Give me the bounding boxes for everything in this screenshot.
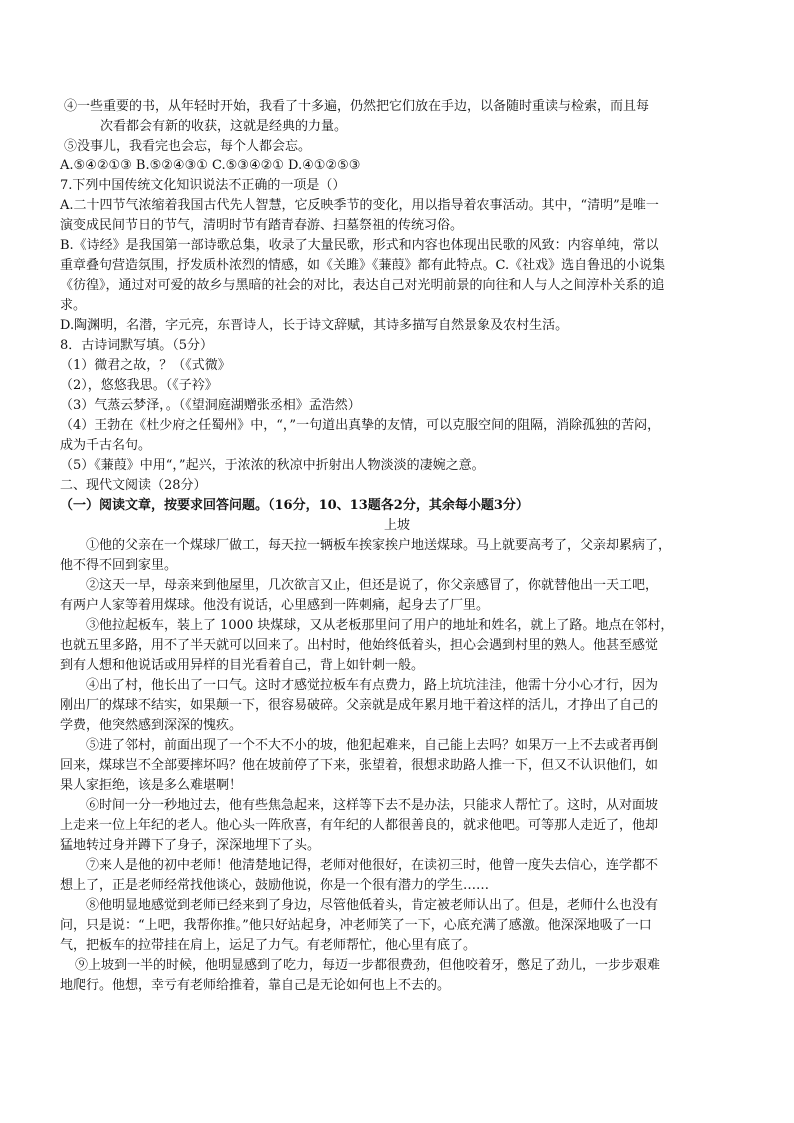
paragraph-7-line2: 想上了，正是老师经常找他谈心，鼓励他说，你是一个很有潜力的学生…… <box>60 878 490 893</box>
paragraph-6-line1: ⑥时间一分一秒地过去，他有些焦急起来，这样等下去不是办法，只能求人帮忙了。这时，从对面坡 <box>86 798 659 813</box>
q8-blank-4-line1: （4）王勃在《杜少府之任蜀州》中，“，”一句道出真挚的友情，可以克服空间的阻隔，消除孤独的苦闷， <box>60 418 661 433</box>
q6-options: A.⑤④②①③ B.⑤②④③① C.⑤③④②① D.④①②⑤③ <box>60 158 361 173</box>
q7-option-b-line1: B.《诗经》是我国第一部诗歌总集，收录了大量民歌，形式和内容也体现出民歌的风致：内容单纯，常以 <box>60 238 659 253</box>
q8-stem: 8．古诗词默写填。（5分） <box>60 338 214 353</box>
q6-item4-line1: ④一些重要的书，从年轻时开始，我看了十多遍，仍然把它们放在手边，以备随时重读与检索，而且每 <box>64 99 650 114</box>
q7-option-a-line1: A.二十四节气浓缩着我国古代先人智慧，它反映季节的变化，用以指导着农事活动。其中，“清明”是唯一 <box>60 198 659 213</box>
q7-option-a-line2: 演变成民间节日的节气，清明时节有踏青春游、扫墓祭祖的传统习俗。 <box>60 218 464 233</box>
paragraph-8-line1: ⑧他明显地感觉到老师已经来到了身边，尽管他低着头，肯定被老师认出了。但是，老师什么也没有 <box>86 898 659 913</box>
paragraph-4-line2: 刚出厂的煤球不结实，如果颠一下，很容易破碎。父亲就是成年累月地干着这样的活儿，才挣出了自己的 <box>60 698 659 713</box>
part-1-heading: （一）阅读文章，按要求回答问题。（16分，10、13题各2分，其余每小题3分） <box>60 498 529 513</box>
q7-stem: 7.下列中国传统文化知识说法不正确的一项是（） <box>60 178 346 193</box>
q8-blank-1: （1）微君之故，？（《式微》 <box>60 358 231 373</box>
paragraph-8-line2: 问，只是说：“上吧，我帮你推。”他只好站起身，冲老师笑了一下，心底充满了感激。他深深地吸了一口 <box>60 918 652 933</box>
paragraph-1-line1: ①他的父亲在一个煤球厂做工，每天拉一辆板车挨家挨户地送煤球。马上就要高考了，父亲却累病了， <box>86 538 672 553</box>
paragraph-5-line3: 果人家拒绝，该是多么难堪啊！ <box>60 778 243 793</box>
paragraph-6-line2: 上走来一位上年纪的老人。他心头一阵欣喜，有年纪的人都很善良的，就求他吧。可等那人走近了，他却 <box>60 818 659 833</box>
paragraph-4-line1: ④出了村，他长出了一口气。这时才感觉拉板车有点费力，路上坑坑洼洼，他需十分小心才行，因为 <box>86 678 659 693</box>
paragraph-4-line3: 学费，他突然感到深深的愧疚。 <box>60 718 243 733</box>
q7-option-b-line2: 重章叠句营造氛围，抒发质朴浓烈的情感，如《关雎》《蒹葭》都有此特点。C.《社戏》选自鲁迅的小说集 <box>60 258 666 273</box>
paragraph-2-line2: 有两户人家等着用煤球。他没有说话，心里感到一阵刺痛，起身去了厂里。 <box>60 598 490 613</box>
paragraph-6-line3: 猛地转过身并蹲下了身子，深深地埋下了头。 <box>60 838 321 853</box>
paragraph-9-line1: ⑨上坡到一半的时候，他明显感到了吃力，每迈一步都很费劲，但他咬着牙，憋足了劲儿，一步步艰难 <box>75 958 661 973</box>
q8-blank-4-line2: 成为千古名句。 <box>60 438 152 453</box>
q6-item5: ⑤没事儿，我看完也会忘，每个人都会忘。 <box>64 139 312 154</box>
q7-option-b-line3: 《彷徨》，通过对可爱的故乡与黑暗的社会的对比，表达自己对光明前景的向往和人与人之间淳朴关系的追 <box>60 278 665 293</box>
paragraph-2-line1: ②这天一早，母亲来到他屋里，几次欲言又止，但还是说了，你父亲感冒了，你就替他出一天工吧， <box>86 578 659 593</box>
paragraph-9-line2: 地爬行。他想，幸亏有老师给推着，靠自己是无论如何也上不去的。 <box>60 978 451 993</box>
paragraph-5-line2: 回来，煤球岂不全部要摔坏吗？他在坡前停了下来，张望着，很想求助路人推一下，但又不认识他们，如 <box>60 758 659 773</box>
paragraph-3-line1: ③他拉起板车，装上了 1000 块煤球，又从老板那里问了用户的地址和姓名，就上了路。地点在邻村， <box>86 618 674 633</box>
section-2-heading: 二、现代文阅读（28分） <box>60 478 207 493</box>
q8-blank-5: （5）《蒹葭》中用“，”起兴，于浓浓的秋凉中折射出人物淡淡的凄婉之意。 <box>60 458 485 473</box>
q8-blank-3: （3）气蒸云梦泽，。（《望洞庭湖赠张丞相》孟浩然） <box>60 398 361 413</box>
paragraph-3-line2: 也就五里多路，用不了半天就可以回来了。出村时，他始终低着头，担心会遇到村里的熟人。他甚至感觉 <box>60 638 659 653</box>
article-title: 上坡 <box>383 518 410 533</box>
q7-option-d: D.陶渊明，名潜，字元亮，东晋诗人，长于诗文辞赋，其诗多描写自然景象及农村生活。 <box>60 318 569 333</box>
paragraph-7-line1: ⑦来人是他的初中老师！他清楚地记得，老师对他很好，在读初三时，他曾一度失去信心，连学都不 <box>86 858 659 873</box>
paragraph-5-line1: ⑤进了邻村，前面出现了一个不大不小的坡，他犯起难来，自己能上去吗？如果万一上不去或者再倒 <box>86 738 659 753</box>
q7-option-b-line4: 求。 <box>60 298 87 313</box>
q8-blank-2: （2），悠悠我思。（《子衿》 <box>60 378 218 393</box>
paragraph-3-line3: 到有人想和他说话或用异样的目光看着自己，背上如针刺一般。 <box>60 658 425 673</box>
paragraph-1-line2: 他不得不回到家里。 <box>60 558 178 573</box>
q6-item4-line2: 次看都会有新的收获，这就是经典的力量。 <box>100 119 348 134</box>
paragraph-8-line3: 气，把板车的拉带挂在肩上，运足了力气。有老师帮忙，他心里有底了。 <box>60 938 477 953</box>
